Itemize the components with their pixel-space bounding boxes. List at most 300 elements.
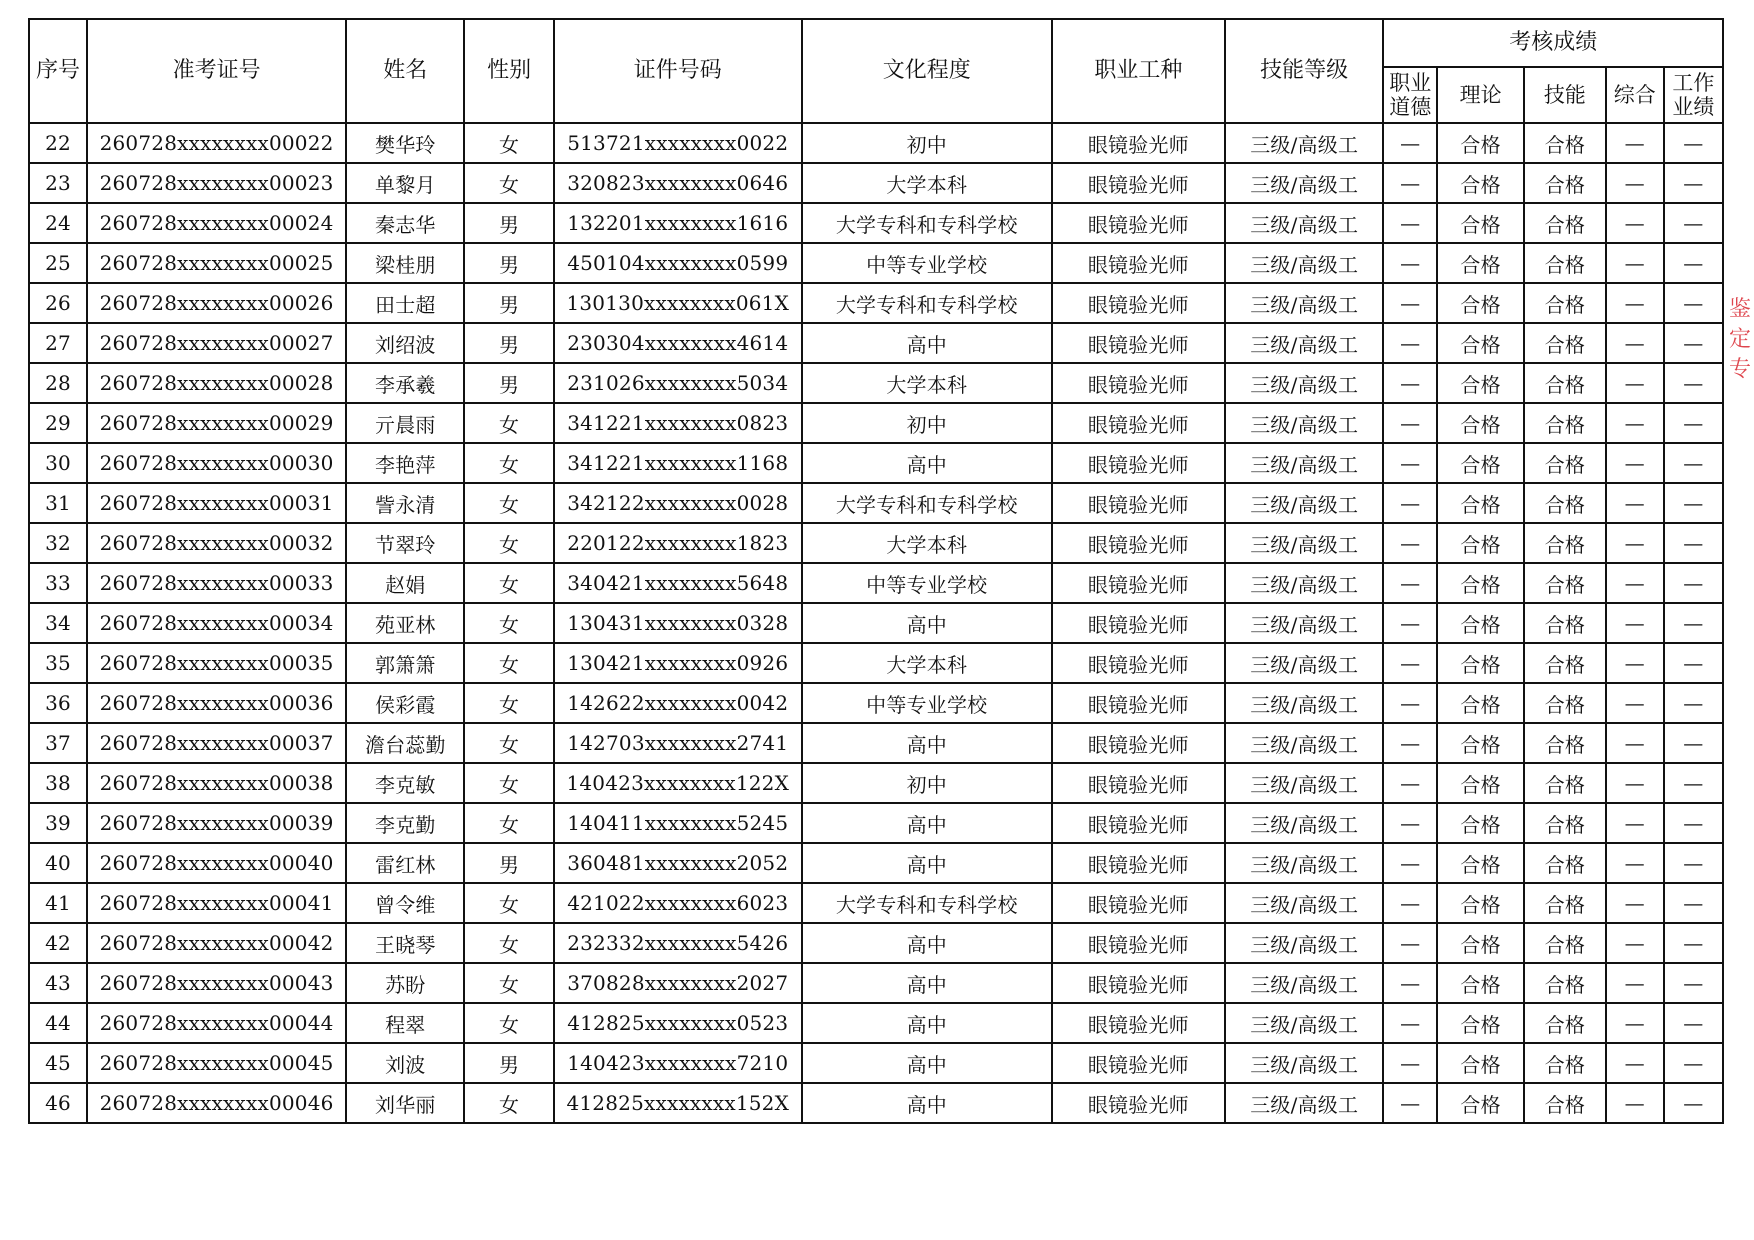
cell-id-no: 130130xxxxxxxx061X — [554, 283, 802, 323]
col-header-occupation: 职业工种 — [1052, 19, 1225, 123]
cell-performance: — — [1664, 763, 1723, 803]
cell-id-no: 130431xxxxxxxx0328 — [554, 603, 802, 643]
cell-seq: 39 — [29, 803, 87, 843]
cell-skill: 合格 — [1524, 803, 1606, 843]
cell-exam-no: 260728xxxxxxxx00032 — [87, 523, 346, 563]
cell-performance: — — [1664, 803, 1723, 843]
table-body — [29, 123, 1723, 1123]
cell-occupation: 眼镜验光师 — [1052, 1043, 1225, 1083]
cell-gender: 女 — [464, 163, 553, 203]
cell-education: 高中 — [802, 803, 1052, 843]
cell-theory: 合格 — [1437, 763, 1524, 803]
cell-education: 高中 — [802, 923, 1052, 963]
cell-occupation: 眼镜验光师 — [1052, 723, 1225, 763]
cell-id-no: 132201xxxxxxxx1616 — [554, 203, 802, 243]
cell-skill-level: 三级/高级工 — [1225, 363, 1384, 403]
cell-overall: — — [1606, 643, 1664, 683]
cell-skill: 合格 — [1524, 283, 1606, 323]
cell-performance: — — [1664, 483, 1723, 523]
cell-performance: — — [1664, 883, 1723, 923]
col-header-skill-level: 技能等级 — [1225, 19, 1384, 123]
cell-seq: 34 — [29, 603, 87, 643]
cell-occupation: 眼镜验光师 — [1052, 563, 1225, 603]
cell-performance: — — [1664, 643, 1723, 683]
cell-gender: 男 — [464, 1043, 553, 1083]
cell-name: 曾令维 — [346, 883, 464, 923]
cell-id-no: 140423xxxxxxxx122X — [554, 763, 802, 803]
cell-id-no: 342122xxxxxxxx0028 — [554, 483, 802, 523]
cell-seq: 27 — [29, 323, 87, 363]
cell-skill: 合格 — [1524, 1003, 1606, 1043]
header-row — [29, 19, 1723, 67]
cell-seq: 32 — [29, 523, 87, 563]
cell-education: 大学专科和专科学校 — [802, 283, 1052, 323]
cell-seq: 42 — [29, 923, 87, 963]
cell-skill: 合格 — [1524, 643, 1606, 683]
cell-id-no: 421022xxxxxxxx6023 — [554, 883, 802, 923]
roster-sheet — [28, 18, 1724, 1124]
cell-theory: 合格 — [1437, 1083, 1524, 1123]
table-row — [29, 243, 1723, 283]
col-header-performance: 工作业绩 — [1664, 67, 1723, 123]
cell-performance: — — [1664, 443, 1723, 483]
cell-id-no: 142703xxxxxxxx2741 — [554, 723, 802, 763]
cell-ethics: — — [1383, 443, 1437, 483]
cell-ethics: — — [1383, 403, 1437, 443]
table-row — [29, 763, 1723, 803]
cell-occupation: 眼镜验光师 — [1052, 963, 1225, 1003]
col-header-overall: 综合 — [1606, 67, 1664, 123]
cell-id-no: 341221xxxxxxxx1168 — [554, 443, 802, 483]
cell-theory: 合格 — [1437, 883, 1524, 923]
cell-exam-no: 260728xxxxxxxx00040 — [87, 843, 346, 883]
table-row — [29, 443, 1723, 483]
cell-occupation: 眼镜验光师 — [1052, 243, 1225, 283]
cell-theory: 合格 — [1437, 563, 1524, 603]
cell-id-no: 360481xxxxxxxx2052 — [554, 843, 802, 883]
table-row — [29, 923, 1723, 963]
cell-theory: 合格 — [1437, 963, 1524, 1003]
cell-performance: — — [1664, 723, 1723, 763]
cell-skill: 合格 — [1524, 883, 1606, 923]
cell-skill-level: 三级/高级工 — [1225, 1083, 1384, 1123]
cell-exam-no: 260728xxxxxxxx00024 — [87, 203, 346, 243]
cell-overall: — — [1606, 403, 1664, 443]
cell-skill-level: 三级/高级工 — [1225, 1003, 1384, 1043]
cell-education: 大学专科和专科学校 — [802, 483, 1052, 523]
cell-gender: 女 — [464, 603, 553, 643]
cell-seq: 43 — [29, 963, 87, 1003]
cell-name: 王晓琴 — [346, 923, 464, 963]
cell-id-no: 412825xxxxxxxx152X — [554, 1083, 802, 1123]
cell-overall: — — [1606, 843, 1664, 883]
cell-gender: 女 — [464, 123, 553, 163]
cell-skill-level: 三级/高级工 — [1225, 803, 1384, 843]
cell-overall: — — [1606, 1083, 1664, 1123]
cell-overall: — — [1606, 323, 1664, 363]
cell-occupation: 眼镜验光师 — [1052, 883, 1225, 923]
cell-name: 程翠 — [346, 1003, 464, 1043]
cell-education: 初中 — [802, 403, 1052, 443]
cell-id-no: 340421xxxxxxxx5648 — [554, 563, 802, 603]
cell-education: 高中 — [802, 1083, 1052, 1123]
cell-education: 大学本科 — [802, 363, 1052, 403]
cell-ethics: — — [1383, 1043, 1437, 1083]
cell-education: 中等专业学校 — [802, 243, 1052, 283]
cell-occupation: 眼镜验光师 — [1052, 363, 1225, 403]
cell-overall: — — [1606, 603, 1664, 643]
cell-occupation: 眼镜验光师 — [1052, 163, 1225, 203]
cell-gender: 女 — [464, 683, 553, 723]
cell-id-no: 220122xxxxxxxx1823 — [554, 523, 802, 563]
cell-seq: 23 — [29, 163, 87, 203]
cell-ethics: — — [1383, 523, 1437, 563]
cell-exam-no: 260728xxxxxxxx00030 — [87, 443, 346, 483]
cell-gender: 女 — [464, 1003, 553, 1043]
cell-theory: 合格 — [1437, 203, 1524, 243]
cell-theory: 合格 — [1437, 803, 1524, 843]
col-header-results-group: 考核成绩 — [1383, 19, 1723, 67]
cell-occupation: 眼镜验光师 — [1052, 443, 1225, 483]
cell-skill: 合格 — [1524, 603, 1606, 643]
cell-performance: — — [1664, 363, 1723, 403]
cell-gender: 男 — [464, 283, 553, 323]
cell-education: 中等专业学校 — [802, 563, 1052, 603]
cell-id-no: 513721xxxxxxxx0022 — [554, 123, 802, 163]
cell-skill: 合格 — [1524, 1083, 1606, 1123]
cell-skill-level: 三级/高级工 — [1225, 883, 1384, 923]
cell-gender: 女 — [464, 883, 553, 923]
cell-occupation: 眼镜验光师 — [1052, 683, 1225, 723]
cell-seq: 22 — [29, 123, 87, 163]
cell-theory: 合格 — [1437, 683, 1524, 723]
cell-performance: — — [1664, 923, 1723, 963]
cell-overall: — — [1606, 963, 1664, 1003]
cell-id-no: 140411xxxxxxxx5245 — [554, 803, 802, 843]
table-row — [29, 563, 1723, 603]
cell-education: 大学本科 — [802, 643, 1052, 683]
table-row — [29, 963, 1723, 1003]
table-row — [29, 403, 1723, 443]
cell-education: 高中 — [802, 603, 1052, 643]
col-header-seq: 序号 — [29, 19, 87, 123]
cell-skill-level: 三级/高级工 — [1225, 723, 1384, 763]
cell-name: 樊华玲 — [346, 123, 464, 163]
cell-education: 初中 — [802, 763, 1052, 803]
cell-skill-level: 三级/高级工 — [1225, 443, 1384, 483]
cell-exam-no: 260728xxxxxxxx00042 — [87, 923, 346, 963]
cell-occupation: 眼镜验光师 — [1052, 323, 1225, 363]
cell-id-no: 412825xxxxxxxx0523 — [554, 1003, 802, 1043]
cell-ethics: — — [1383, 843, 1437, 883]
cell-skill: 合格 — [1524, 563, 1606, 603]
cell-ethics: — — [1383, 603, 1437, 643]
cell-overall: — — [1606, 1003, 1664, 1043]
cell-performance: — — [1664, 843, 1723, 883]
col-header-id-no: 证件号码 — [554, 19, 802, 123]
cell-skill: 合格 — [1524, 923, 1606, 963]
cell-name: 节翠玲 — [346, 523, 464, 563]
cell-overall: — — [1606, 523, 1664, 563]
cell-skill-level: 三级/高级工 — [1225, 283, 1384, 323]
cell-gender: 女 — [464, 963, 553, 1003]
cell-gender: 男 — [464, 363, 553, 403]
cell-skill-level: 三级/高级工 — [1225, 843, 1384, 883]
table-row — [29, 283, 1723, 323]
cell-theory: 合格 — [1437, 483, 1524, 523]
cell-seq: 29 — [29, 403, 87, 443]
cell-education: 高中 — [802, 1043, 1052, 1083]
cell-theory: 合格 — [1437, 363, 1524, 403]
cell-skill: 合格 — [1524, 843, 1606, 883]
cell-skill-level: 三级/高级工 — [1225, 403, 1384, 443]
cell-id-no: 230304xxxxxxxx4614 — [554, 323, 802, 363]
cell-seq: 26 — [29, 283, 87, 323]
cell-exam-no: 260728xxxxxxxx00046 — [87, 1083, 346, 1123]
cell-overall: — — [1606, 803, 1664, 843]
cell-name: 秦志华 — [346, 203, 464, 243]
cell-theory: 合格 — [1437, 1003, 1524, 1043]
cell-ethics: — — [1383, 243, 1437, 283]
cell-gender: 女 — [464, 403, 553, 443]
cell-performance: — — [1664, 283, 1723, 323]
cell-education: 高中 — [802, 723, 1052, 763]
cell-name: 李克勤 — [346, 803, 464, 843]
cell-name: 梁桂朋 — [346, 243, 464, 283]
cell-skill-level: 三级/高级工 — [1225, 683, 1384, 723]
cell-education: 大学专科和专科学校 — [802, 203, 1052, 243]
cell-exam-no: 260728xxxxxxxx00026 — [87, 283, 346, 323]
cell-ethics: — — [1383, 483, 1437, 523]
cell-theory: 合格 — [1437, 163, 1524, 203]
col-header-education: 文化程度 — [802, 19, 1052, 123]
cell-id-no: 140423xxxxxxxx7210 — [554, 1043, 802, 1083]
cell-overall: — — [1606, 483, 1664, 523]
cell-education: 大学本科 — [802, 163, 1052, 203]
cell-id-no: 320823xxxxxxxx0646 — [554, 163, 802, 203]
cell-overall: — — [1606, 123, 1664, 163]
cell-gender: 男 — [464, 843, 553, 883]
cell-seq: 41 — [29, 883, 87, 923]
cell-performance: — — [1664, 403, 1723, 443]
cell-exam-no: 260728xxxxxxxx00028 — [87, 363, 346, 403]
cell-ethics: — — [1383, 123, 1437, 163]
cell-exam-no: 260728xxxxxxxx00031 — [87, 483, 346, 523]
cell-ethics: — — [1383, 563, 1437, 603]
cell-overall: — — [1606, 1043, 1664, 1083]
col-header-ethics: 职业道德 — [1383, 67, 1437, 123]
cell-name: 苑亚林 — [346, 603, 464, 643]
cell-performance: — — [1664, 123, 1723, 163]
table-row — [29, 323, 1723, 363]
cell-gender: 女 — [464, 483, 553, 523]
cell-ethics: — — [1383, 1003, 1437, 1043]
table-row — [29, 723, 1723, 763]
cell-performance: — — [1664, 323, 1723, 363]
cell-ethics: — — [1383, 763, 1437, 803]
col-header-exam-no: 准考证号 — [87, 19, 346, 123]
cell-name: 刘绍波 — [346, 323, 464, 363]
cell-occupation: 眼镜验光师 — [1052, 603, 1225, 643]
cell-skill-level: 三级/高级工 — [1225, 243, 1384, 283]
table-row — [29, 163, 1723, 203]
cell-overall: — — [1606, 443, 1664, 483]
cell-ethics: — — [1383, 923, 1437, 963]
col-header-theory: 理论 — [1437, 67, 1524, 123]
table-row — [29, 523, 1723, 563]
cell-skill-level: 三级/高级工 — [1225, 1043, 1384, 1083]
cell-skill: 合格 — [1524, 323, 1606, 363]
cell-theory: 合格 — [1437, 323, 1524, 363]
cell-skill: 合格 — [1524, 243, 1606, 283]
cell-exam-no: 260728xxxxxxxx00041 — [87, 883, 346, 923]
table-row — [29, 803, 1723, 843]
cell-name: 侯彩霞 — [346, 683, 464, 723]
cell-overall: — — [1606, 243, 1664, 283]
cell-occupation: 眼镜验光师 — [1052, 123, 1225, 163]
cell-skill: 合格 — [1524, 963, 1606, 1003]
cell-skill: 合格 — [1524, 523, 1606, 563]
cell-occupation: 眼镜验光师 — [1052, 1083, 1225, 1123]
cell-name: 澹台蕊勤 — [346, 723, 464, 763]
cell-skill: 合格 — [1524, 123, 1606, 163]
cell-exam-no: 260728xxxxxxxx00038 — [87, 763, 346, 803]
cell-seq: 24 — [29, 203, 87, 243]
cell-performance: — — [1664, 523, 1723, 563]
cell-overall: — — [1606, 923, 1664, 963]
cell-exam-no: 260728xxxxxxxx00025 — [87, 243, 346, 283]
cell-id-no: 341221xxxxxxxx0823 — [554, 403, 802, 443]
cell-name: 苏盼 — [346, 963, 464, 1003]
cell-gender: 女 — [464, 723, 553, 763]
cell-theory: 合格 — [1437, 403, 1524, 443]
cell-gender: 女 — [464, 443, 553, 483]
cell-ethics: — — [1383, 323, 1437, 363]
cell-id-no: 130421xxxxxxxx0926 — [554, 643, 802, 683]
cell-overall: — — [1606, 683, 1664, 723]
cell-performance: — — [1664, 683, 1723, 723]
cell-skill-level: 三级/高级工 — [1225, 763, 1384, 803]
cell-education: 高中 — [802, 843, 1052, 883]
cell-education: 大学专科和专科学校 — [802, 883, 1052, 923]
cell-theory: 合格 — [1437, 243, 1524, 283]
cell-occupation: 眼镜验光师 — [1052, 483, 1225, 523]
cell-overall: — — [1606, 563, 1664, 603]
cell-ethics: — — [1383, 283, 1437, 323]
cell-overall: — — [1606, 363, 1664, 403]
cell-theory: 合格 — [1437, 923, 1524, 963]
cell-education: 高中 — [802, 1003, 1052, 1043]
cell-skill-level: 三级/高级工 — [1225, 923, 1384, 963]
cell-performance: — — [1664, 563, 1723, 603]
table-row — [29, 1043, 1723, 1083]
cell-exam-no: 260728xxxxxxxx00039 — [87, 803, 346, 843]
cell-gender: 女 — [464, 643, 553, 683]
cell-gender: 男 — [464, 323, 553, 363]
cell-performance: — — [1664, 243, 1723, 283]
cell-performance: — — [1664, 1003, 1723, 1043]
cell-name: 亓晨雨 — [346, 403, 464, 443]
cell-seq: 37 — [29, 723, 87, 763]
cell-skill: 合格 — [1524, 723, 1606, 763]
cell-occupation: 眼镜验光师 — [1052, 923, 1225, 963]
table-row — [29, 203, 1723, 243]
table-row — [29, 123, 1723, 163]
cell-gender: 女 — [464, 1083, 553, 1123]
cell-overall: — — [1606, 763, 1664, 803]
cell-education: 大学本科 — [802, 523, 1052, 563]
cell-id-no: 450104xxxxxxxx0599 — [554, 243, 802, 283]
cell-gender: 女 — [464, 923, 553, 963]
cell-education: 高中 — [802, 443, 1052, 483]
cell-seq: 28 — [29, 363, 87, 403]
cell-theory: 合格 — [1437, 643, 1524, 683]
cell-gender: 男 — [464, 243, 553, 283]
cell-name: 刘华丽 — [346, 1083, 464, 1123]
cell-exam-no: 260728xxxxxxxx00043 — [87, 963, 346, 1003]
cell-id-no: 231026xxxxxxxx5034 — [554, 363, 802, 403]
cell-seq: 45 — [29, 1043, 87, 1083]
cell-name: 李克敏 — [346, 763, 464, 803]
red-seal-stamp: 鉴定专 — [1728, 297, 1751, 382]
cell-skill-level: 三级/高级工 — [1225, 203, 1384, 243]
cell-id-no: 370828xxxxxxxx2027 — [554, 963, 802, 1003]
cell-theory: 合格 — [1437, 603, 1524, 643]
table-row — [29, 1083, 1723, 1123]
cell-name: 李艳萍 — [346, 443, 464, 483]
col-header-skill: 技能 — [1524, 67, 1606, 123]
cell-theory: 合格 — [1437, 523, 1524, 563]
cell-gender: 女 — [464, 563, 553, 603]
cell-name: 郭箫箫 — [346, 643, 464, 683]
cell-performance: — — [1664, 963, 1723, 1003]
cell-occupation: 眼镜验光师 — [1052, 843, 1225, 883]
table-row — [29, 363, 1723, 403]
cell-skill: 合格 — [1524, 363, 1606, 403]
cell-theory: 合格 — [1437, 723, 1524, 763]
cell-education: 初中 — [802, 123, 1052, 163]
cell-theory: 合格 — [1437, 123, 1524, 163]
cell-skill-level: 三级/高级工 — [1225, 523, 1384, 563]
table-row — [29, 683, 1723, 723]
cell-performance: — — [1664, 1043, 1723, 1083]
cell-ethics: — — [1383, 803, 1437, 843]
cell-skill: 合格 — [1524, 683, 1606, 723]
table-row — [29, 1003, 1723, 1043]
cell-name: 赵娟 — [346, 563, 464, 603]
cell-theory: 合格 — [1437, 843, 1524, 883]
table-row — [29, 643, 1723, 683]
cell-overall: — — [1606, 163, 1664, 203]
cell-performance: — — [1664, 163, 1723, 203]
table-row — [29, 483, 1723, 523]
cell-seq: 35 — [29, 643, 87, 683]
cell-ethics: — — [1383, 643, 1437, 683]
cell-ethics: — — [1383, 963, 1437, 1003]
col-header-name: 姓名 — [346, 19, 464, 123]
cell-seq: 38 — [29, 763, 87, 803]
cell-exam-no: 260728xxxxxxxx00022 — [87, 123, 346, 163]
cell-occupation: 眼镜验光师 — [1052, 803, 1225, 843]
cell-occupation: 眼镜验光师 — [1052, 523, 1225, 563]
cell-ethics: — — [1383, 163, 1437, 203]
cell-skill: 合格 — [1524, 163, 1606, 203]
cell-occupation: 眼镜验光师 — [1052, 403, 1225, 443]
cell-exam-no: 260728xxxxxxxx00029 — [87, 403, 346, 443]
cell-skill: 合格 — [1524, 443, 1606, 483]
cell-gender: 女 — [464, 763, 553, 803]
cell-name: 刘波 — [346, 1043, 464, 1083]
